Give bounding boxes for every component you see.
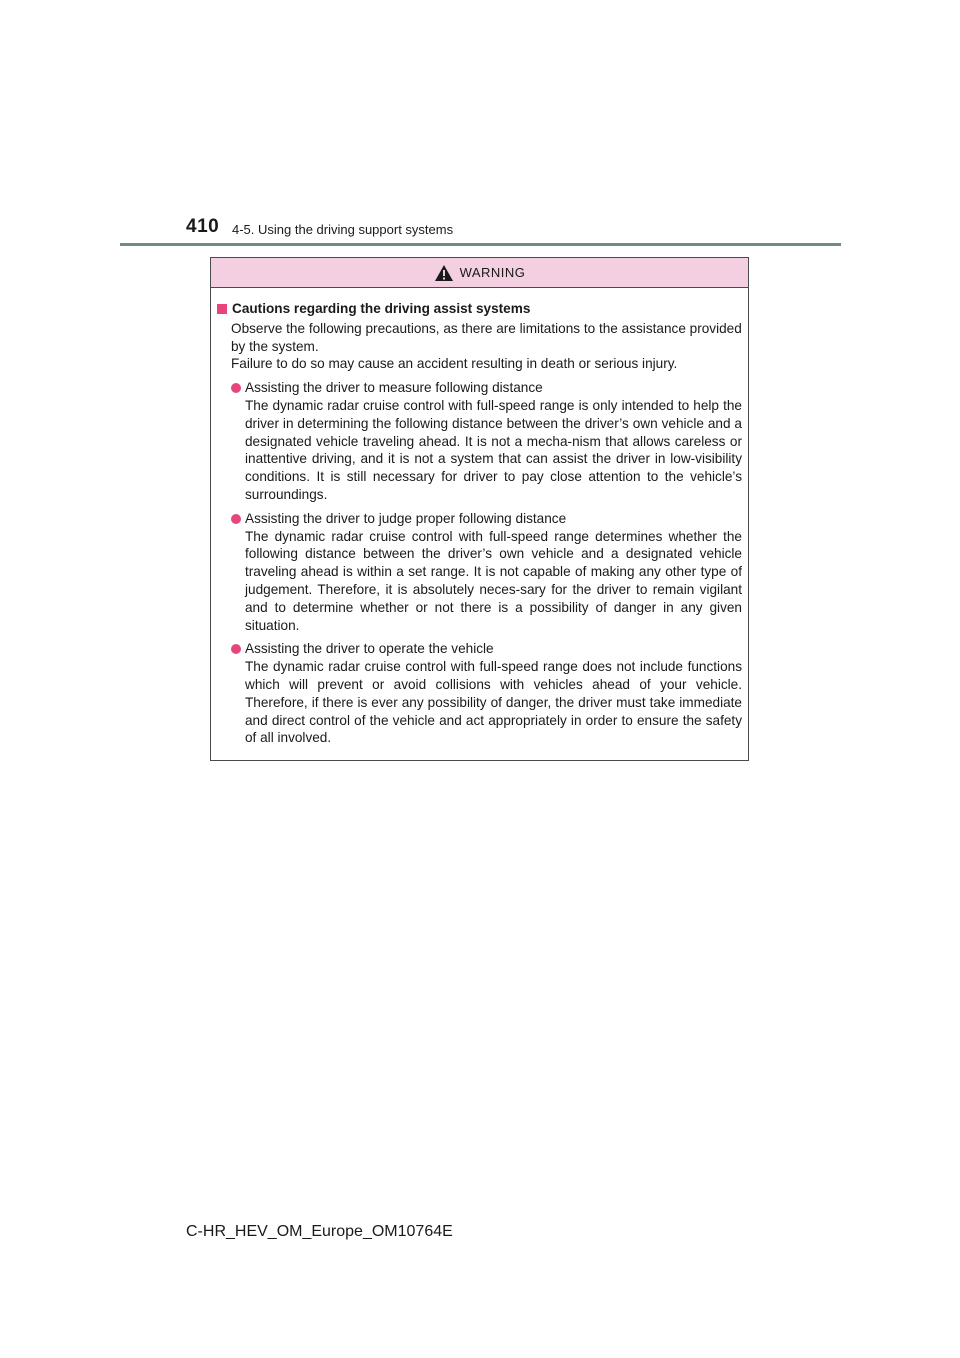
- warning-intro-text-2: Failure to do so may cause an accident resulting in death or serious injury.: [231, 356, 678, 372]
- header-divider: [120, 243, 841, 246]
- list-item-text: [245, 640, 742, 747]
- square-bullet-icon: [217, 304, 227, 314]
- list-item-description: The dynamic radar cruise control with full-speed range does not include functions which will prevent or avoid collisions with vehicles ahead of your vehicle. Therefore, if there is ever any possibility of danger, the driver must take immediate and direct control of the vehicle and act appropriately in order to ensure the safety of all involved.: [245, 659, 742, 746]
- list-item: [217, 640, 742, 747]
- list-item-text: [245, 510, 742, 635]
- warning-intro-text: Observe the following precautions, as there are limitations to the assistance provided by the system.: [231, 320, 742, 354]
- list-item-title: Assisting the driver to judge proper following distance: [245, 510, 567, 526]
- warning-header: [211, 258, 748, 288]
- section-title: 4-5. Using the driving support systems: [232, 222, 454, 237]
- warning-heading-text: Cautions regarding the driving assist systems: [232, 301, 531, 316]
- circle-bullet-icon: [231, 383, 241, 393]
- warning-body: [211, 288, 748, 747]
- warning-intro: [217, 320, 742, 373]
- list-item-description: The dynamic radar cruise control with full-speed range determines whether the following distance between the driver’s own vehicle and a designated vehicle traveling ahead is within a set range. It is not capable of making any other type of judgement. Therefore, it is absolutely neces-sary for the driver to remain vigilant and to determine whether or not there is a possibility of danger in any given situation.: [245, 528, 742, 633]
- page-number: 410: [186, 216, 220, 237]
- warning-label: WARNING: [459, 265, 526, 280]
- circle-bullet-icon: [231, 514, 241, 524]
- list-item-text: [245, 379, 742, 504]
- list-item: [217, 379, 742, 504]
- circle-bullet-icon: [231, 644, 241, 654]
- warning-box: [210, 257, 749, 761]
- manual-code: C-HR_HEV_OM_Europe_OM10764E: [186, 1223, 453, 1240]
- list-item-title: Assisting the driver to measure following distance: [245, 380, 543, 396]
- list-item: [217, 510, 742, 635]
- warning-triangle-icon: [434, 264, 454, 282]
- list-item-title: Assisting the driver to operate the vehicle: [245, 641, 494, 657]
- warning-heading: [217, 300, 742, 318]
- list-item-description: The dynamic radar cruise control with full-speed range is only intended to help the driver in determining the following distance between the driver’s own vehicle and a designated vehicle traveling ahead. It is not a mecha-nism that allows careless or inattentive driving, and it is not a system that can assist the driver in low-visibility conditions. It is still necessary for driver to pay close attention to the vehicle’s surroundings.: [245, 397, 742, 502]
